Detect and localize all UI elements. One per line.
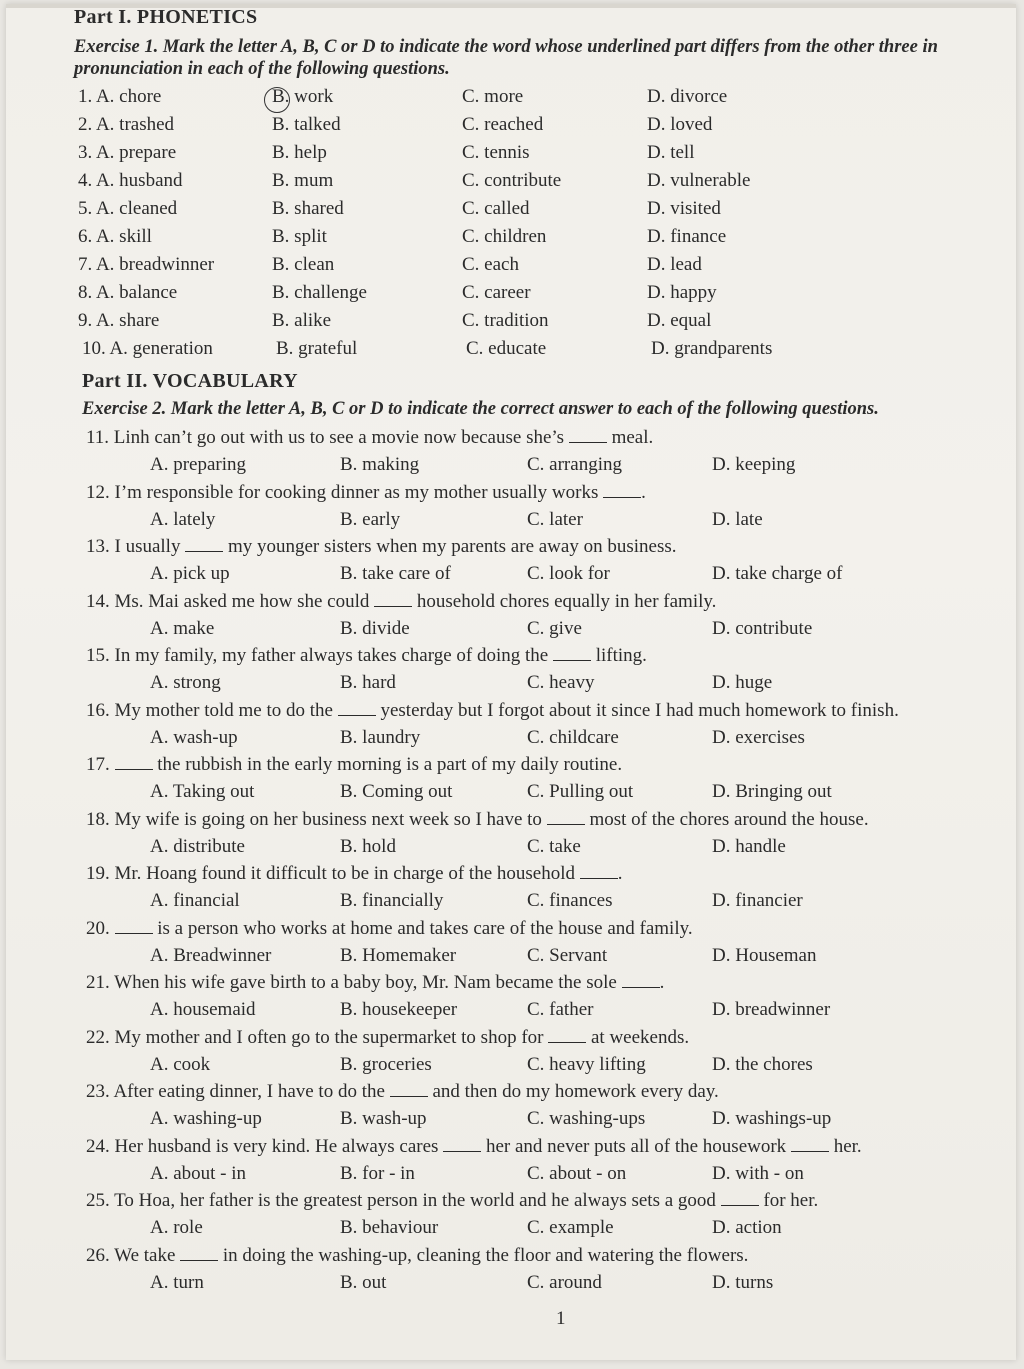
- question-stem: [86, 480, 646, 506]
- option-c: C. father: [527, 999, 594, 1020]
- question-text: my younger sisters when my parents are away on business.: [223, 536, 677, 557]
- option-a: 9. A. share: [78, 310, 160, 331]
- worksheet-page: [6, 4, 1016, 1360]
- option-b: B. financially: [340, 890, 444, 911]
- option-a: A. washing-up: [150, 1108, 262, 1129]
- question-stem: [86, 534, 676, 560]
- answer-blank: [553, 644, 591, 661]
- phonetics-question-row: [6, 112, 1016, 138]
- option-c: C. tradition: [462, 310, 549, 331]
- answer-blank: [721, 1189, 759, 1206]
- option-d: D. breadwinner: [712, 999, 831, 1020]
- option-b: B. Coming out: [340, 781, 453, 802]
- option-c: C. heavy: [527, 672, 595, 693]
- question-text: for her.: [758, 1190, 819, 1211]
- option-c: C. childcare: [527, 726, 619, 748]
- option-c: C. reached: [462, 114, 544, 135]
- option-b: B. laundry: [340, 726, 421, 748]
- question-stem: [86, 1025, 689, 1051]
- option-b: B. groceries: [340, 1053, 432, 1075]
- option-a: A. about - in: [150, 1162, 247, 1184]
- question-text: meal.: [606, 427, 654, 448]
- option-d: D. turns: [712, 1271, 774, 1293]
- option-c: C. washing-ups: [527, 1108, 646, 1129]
- option-b: B. wash-up: [340, 1108, 427, 1129]
- option-d: D. Houseman: [712, 944, 817, 966]
- option-c: C. career: [462, 282, 531, 303]
- option-a: 5. A. cleaned: [78, 198, 178, 219]
- option-b: B. talked: [272, 114, 341, 135]
- question-text: 15. In my family, my father always takes charge of doing the: [86, 645, 553, 666]
- option-d: D. washings-up: [712, 1108, 832, 1129]
- question-text: 16. My mother told me to do the: [86, 699, 338, 721]
- option-d: D. divorce: [647, 86, 728, 107]
- option-c: C. Pulling out: [527, 781, 634, 802]
- option-d: D. happy: [647, 282, 717, 303]
- question-text: in doing the washing-up, cleaning the floor and watering the flowers.: [218, 1244, 749, 1266]
- option-d: D. take charge of: [712, 563, 843, 584]
- option-b: B. Homemaker: [340, 944, 457, 966]
- option-a: 8. A. balance: [78, 282, 178, 303]
- option-d: D. vulnerable: [647, 170, 751, 191]
- question-stem: [86, 643, 647, 669]
- option-b: B. clean: [272, 254, 335, 275]
- answer-blank: [115, 917, 153, 934]
- option-a: A. financial: [150, 890, 240, 911]
- option-a: A. preparing: [150, 454, 247, 475]
- question-text: 25. To Hoa, her father is the greatest person in the world and he always sets a good: [86, 1190, 721, 1211]
- option-d: D. handle: [712, 835, 786, 857]
- option-b: B. help: [272, 142, 327, 163]
- question-stem: [86, 916, 693, 942]
- option-a: A. role: [150, 1217, 203, 1238]
- question-text: 17.: [86, 754, 115, 775]
- exercise2-instructions: Exercise 2. Mark the letter A, B, C or D to indicate the correct answer to each of the following questions.: [82, 399, 879, 419]
- option-b: B. take care of: [340, 563, 451, 584]
- phonetics-question-row: [6, 308, 1016, 334]
- question-stem: [86, 861, 623, 887]
- option-c: C. look for: [527, 563, 610, 584]
- option-b: B. grateful: [276, 338, 358, 359]
- option-b: B. for - in: [340, 1162, 415, 1184]
- question-text: 21. When his wife gave birth to a baby boy, Mr. Nam became the sole: [86, 972, 622, 993]
- option-a: A. distribute: [150, 835, 245, 857]
- option-a: A. cook: [150, 1053, 211, 1075]
- option-a: 10. A. generation: [82, 338, 213, 359]
- option-d: D. contribute: [712, 617, 813, 639]
- answer-blank: [580, 862, 618, 879]
- question-stem: [86, 1079, 719, 1105]
- option-a: A. pick up: [150, 563, 230, 584]
- answer-blank: [569, 426, 607, 443]
- option-a: A. turn: [150, 1271, 204, 1293]
- phonetics-question-row: [6, 224, 1016, 250]
- question-text: her and never puts all of the housework: [481, 1135, 791, 1157]
- option-a: 4. A. husband: [78, 170, 183, 191]
- option-b: B. making: [340, 454, 420, 475]
- answer-blank: [791, 1135, 829, 1152]
- option-c: C. around: [527, 1271, 602, 1293]
- phonetics-question-row: [6, 252, 1016, 278]
- option-a: A. Breadwinner: [150, 944, 272, 966]
- option-c: C. Servant: [527, 944, 608, 966]
- answer-blank: [622, 971, 660, 988]
- option-a: A. lately: [150, 508, 216, 530]
- question-text: the rubbish in the early morning is a part of my daily routine.: [152, 754, 623, 775]
- option-a: 3. A. prepare: [78, 142, 177, 163]
- option-d: D. with - on: [712, 1162, 804, 1184]
- option-c: C. about - on: [527, 1162, 627, 1184]
- question-text: .: [641, 481, 646, 503]
- option-d: D. keeping: [712, 454, 796, 475]
- question-text: 19. Mr. Hoang found it difficult to be in charge of the household: [86, 863, 580, 884]
- option-c: C. educate: [466, 338, 547, 359]
- option-a: A. strong: [150, 672, 221, 693]
- question-stem: [86, 698, 899, 724]
- option-c: C. more: [462, 86, 524, 107]
- option-d: D. visited: [647, 198, 721, 219]
- option-a: 1. A. chore: [78, 86, 162, 107]
- option-a: A. make: [150, 617, 215, 639]
- answer-blank: [390, 1080, 428, 1097]
- question-stem: [86, 425, 653, 451]
- option-a: A. wash-up: [150, 726, 238, 748]
- option-a: 2. A. trashed: [78, 114, 175, 135]
- answer-blank: [547, 808, 585, 825]
- answer-circle-mark: [264, 87, 290, 113]
- question-text: 22. My mother and I often go to the supermarket to shop for: [86, 1026, 549, 1048]
- option-d: D. lead: [647, 254, 702, 275]
- option-d: D. tell: [647, 142, 695, 163]
- option-d: D. financier: [712, 890, 803, 911]
- option-c: C. heavy lifting: [527, 1053, 646, 1075]
- option-c: C. example: [527, 1217, 614, 1238]
- option-b: B. split: [272, 226, 327, 247]
- option-d: D. action: [712, 1217, 782, 1238]
- option-c: C. called: [462, 198, 530, 219]
- phonetics-question-row: [6, 280, 1016, 306]
- option-c: C. later: [527, 508, 583, 530]
- option-a: A. Taking out: [150, 781, 255, 802]
- option-c: C. children: [462, 226, 547, 247]
- answer-blank: [443, 1135, 481, 1152]
- option-c: C. arranging: [527, 454, 622, 475]
- question-stem: [86, 1188, 818, 1214]
- question-text: yesterday but I forgot about it since I had much homework to finish.: [375, 699, 899, 721]
- answer-blank: [548, 1026, 586, 1043]
- part1-title: Part I. PHONETICS: [74, 6, 258, 28]
- option-b: B. alike: [272, 310, 332, 331]
- answer-blank: [603, 481, 641, 498]
- question-text: 23. After eating dinner, I have to do the: [86, 1081, 390, 1102]
- question-stem: [86, 1243, 748, 1269]
- answer-blank: [374, 590, 412, 607]
- option-b: B. work: [272, 86, 334, 107]
- question-stem: [86, 970, 664, 996]
- option-b: B. hard: [340, 672, 396, 693]
- answer-blank: [338, 699, 376, 716]
- question-text: 24. Her husband is very kind. He always cares: [86, 1135, 444, 1157]
- option-b: B. housekeeper: [340, 999, 458, 1020]
- question-text: 12. I’m responsible for cooking dinner as my mother usually works: [86, 481, 604, 503]
- option-c: C. take: [527, 835, 581, 857]
- question-text: 13. I usually: [86, 536, 186, 557]
- option-d: D. huge: [712, 672, 773, 693]
- question-text: her.: [828, 1135, 862, 1157]
- question-text: 11. Linh can’t go out with us to see a movie now because she’s: [86, 427, 569, 448]
- option-c: C. each: [462, 254, 519, 275]
- option-b: B. divide: [340, 617, 410, 639]
- option-d: D. late: [712, 508, 763, 530]
- option-c: C. tennis: [462, 142, 530, 163]
- question-stem: [86, 1134, 862, 1160]
- phonetics-question-row: [6, 84, 1016, 110]
- question-text: most of the chores around the house.: [584, 808, 869, 830]
- option-b: B. shared: [272, 198, 344, 219]
- option-c: C. finances: [527, 890, 613, 911]
- page-number: 1: [556, 1308, 566, 1329]
- question-stem: [86, 752, 622, 778]
- option-d: D. finance: [647, 226, 727, 247]
- answer-blank: [180, 1244, 218, 1261]
- question-text: 20.: [86, 917, 115, 939]
- part2-title: Part II. VOCABULARY: [82, 370, 298, 392]
- option-d: D. equal: [647, 310, 712, 331]
- question-text: household chores equally in her family.: [412, 590, 717, 612]
- question-text: and then do my homework every day.: [427, 1081, 719, 1102]
- exercise1-instructions: Exercise 1. Mark the letter A, B, C or D to indicate the word whose underlined part differs from the other three in pronunciation in each of the following questions.: [74, 37, 938, 79]
- question-text: 18. My wife is going on her business next week so I have to: [86, 808, 547, 830]
- option-b: B. mum: [272, 170, 334, 191]
- phonetics-question-row: [6, 336, 1016, 362]
- question-text: 26. We take: [86, 1244, 181, 1266]
- option-c: C. contribute: [462, 170, 562, 191]
- option-b: B. hold: [340, 835, 396, 857]
- phonetics-question-row: [6, 168, 1016, 194]
- question-text: 14. Ms. Mai asked me how she could: [86, 590, 375, 612]
- option-d: D. exercises: [712, 726, 805, 748]
- option-b: B. challenge: [272, 282, 367, 303]
- option-b: B. behaviour: [340, 1217, 439, 1238]
- question-stem: [86, 589, 716, 615]
- option-a: 7. A. breadwinner: [78, 254, 215, 275]
- question-text: is a person who works at home and takes care of the house and family.: [152, 917, 693, 939]
- question-text: at weekends.: [586, 1026, 690, 1048]
- question-text: .: [617, 863, 623, 884]
- option-b: B. early: [340, 508, 401, 530]
- question-text: lifting.: [590, 645, 647, 666]
- option-d: D. Bringing out: [712, 781, 832, 802]
- answer-blank: [115, 753, 153, 770]
- answer-blank: [185, 535, 223, 552]
- option-d: D. loved: [647, 114, 713, 135]
- option-a: A. housemaid: [150, 999, 256, 1020]
- option-b: B. out: [340, 1271, 387, 1293]
- question-stem: [86, 807, 869, 833]
- option-d: D. the chores: [712, 1053, 813, 1075]
- option-a: 6. A. skill: [78, 226, 152, 247]
- phonetics-question-row: [6, 140, 1016, 166]
- option-d: D. grandparents: [651, 338, 773, 359]
- option-c: C. give: [527, 617, 582, 639]
- question-text: .: [659, 972, 665, 993]
- phonetics-question-row: [6, 196, 1016, 222]
